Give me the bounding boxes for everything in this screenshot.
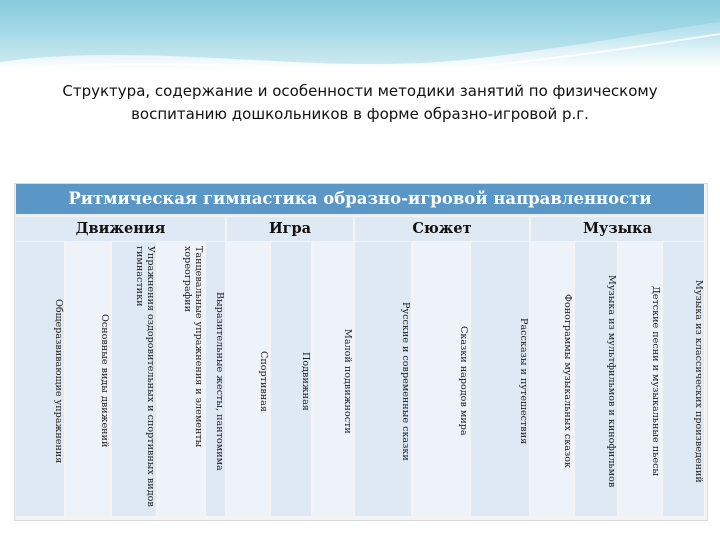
column-pantomime <box>206 242 225 516</box>
column-film-music <box>575 242 617 516</box>
column-basic-movements <box>66 242 110 516</box>
column-classical-music <box>663 242 704 516</box>
column-text: Основные виды движений <box>99 314 110 448</box>
column-text: Детские песни и музыкальные пьесы <box>650 285 661 477</box>
column-text: Рассказы и путешествия <box>518 317 529 445</box>
column-stories-travels <box>471 242 529 516</box>
category-game: Игра <box>227 217 353 241</box>
column-text: Малой подвижности <box>342 328 353 434</box>
column-text: Выразительные жесты, пантомима <box>214 291 225 471</box>
column-active-game <box>271 242 311 516</box>
category-music: Музыка <box>531 217 704 241</box>
category-movements: Движения <box>16 217 225 241</box>
column-text: Музыка из классических произведений <box>693 279 704 483</box>
column-general-exercises <box>16 242 64 516</box>
column-text: Подвижная <box>300 351 311 411</box>
column-low-mobility-game <box>313 242 353 516</box>
column-text: Музыка из мультфильмов и кинофильмов <box>606 274 617 488</box>
column-russian-tales <box>355 242 411 516</box>
slide-title: Структура, содержание и особенности методики занятий по физическому воспитанию дошкольников в форме образно-игровой р.г. <box>62 82 658 123</box>
column-text: Общеразвивающие упражнения <box>53 298 64 464</box>
diagram-header: Ритмическая гимнастика образно-игровой направленности <box>68 189 652 208</box>
column-text: Русские и современные сказки <box>400 301 411 461</box>
column-text: Спортивная <box>258 350 269 412</box>
decorative-wave <box>0 0 720 80</box>
column-gymnastics-exercises <box>112 242 156 516</box>
column-fairy-tale-recordings <box>531 242 573 516</box>
column-text: Упражнения оздоровительных и спортивных видов гимнастики <box>134 246 156 507</box>
column-text: Танцевальные упражнения и элементы хореографии <box>182 246 204 448</box>
column-text: Сказки народов мира <box>458 326 469 436</box>
column-sport-game <box>227 242 269 516</box>
column-text: Фонограммы музыкальных сказок <box>562 294 573 468</box>
column-world-tales <box>413 242 469 516</box>
category-plot: Сюжет <box>355 217 529 241</box>
column-dance-exercises <box>158 242 204 516</box>
column-children-songs <box>619 242 661 516</box>
